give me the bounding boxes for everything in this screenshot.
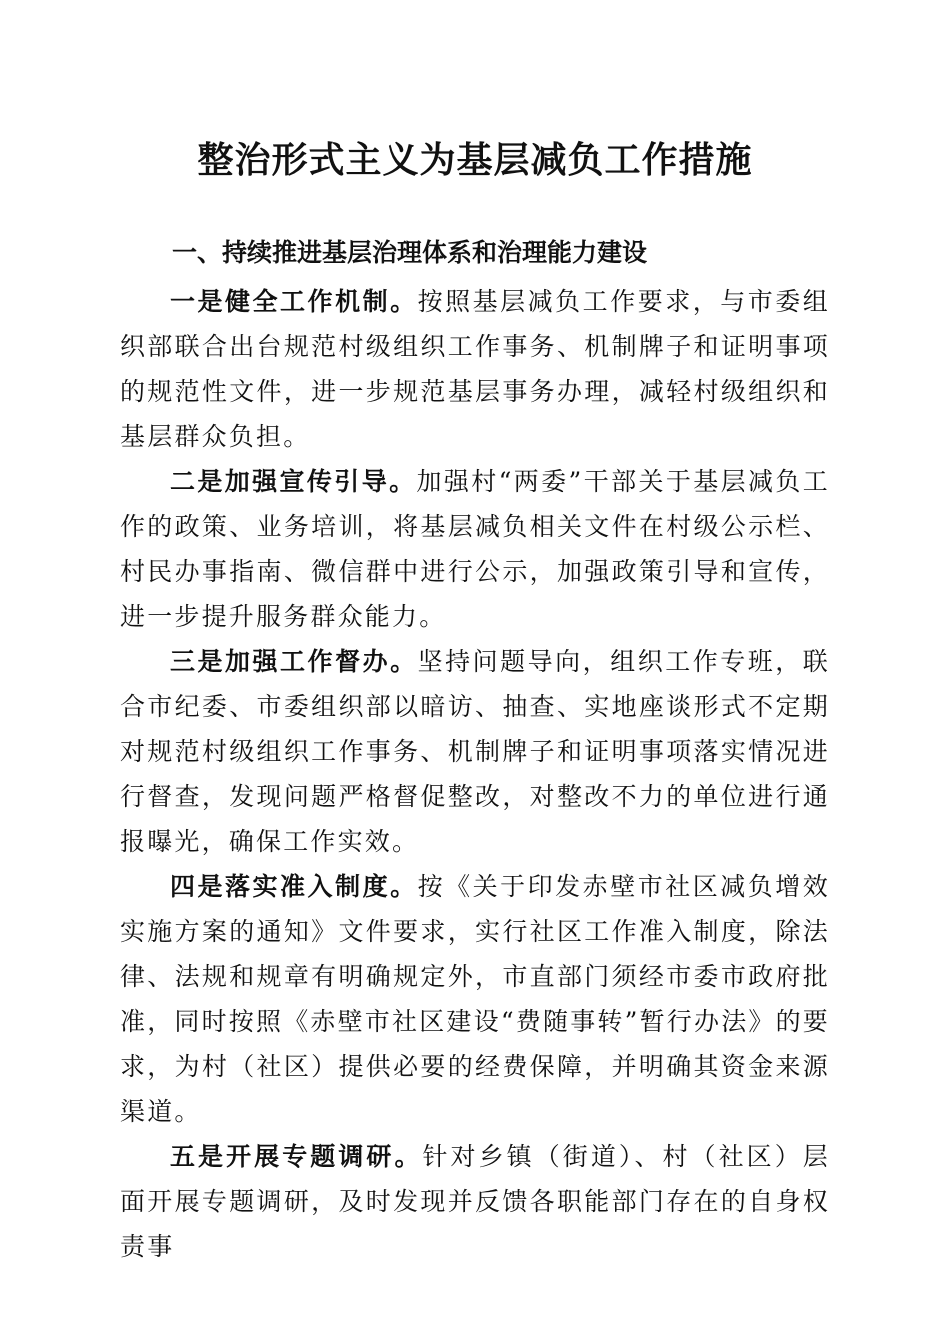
paragraph-3 — [120, 639, 830, 864]
paragraph-text: 按《关于印发赤壁市社区减负增效实施方案的通知》文件要求，实行社区工作准入制度，除法律、法规和规章有明确规定外，市直部门须经市委市政府批准，同时按照《赤壁市社区建设“费随事转”暂行办法》的要求，为村（社区）提供必要的经费保障，并明确其资金来源渠道。 — [120, 872, 830, 1126]
paragraph-text: 针对乡镇（街道）、村（社区）层面开展专题调研，及时发现并反馈各职能部门存在的自身权责事 — [120, 1142, 830, 1261]
paragraph-lead: 三是加强工作督办。 — [170, 647, 418, 676]
paragraph-2 — [120, 459, 830, 639]
paragraph-text: 坚持问题导向，组织工作专班，联合市纪委、市委组织部以暗访、抽查、实地座谈形式不定期对规范村级组织工作事务、机制牌子和证明事项落实情况进行督查，发现问题严格督促整改，对整改不力的单位进行通报曝光，确保工作实效。 — [120, 647, 830, 856]
paragraph-lead: 四是落实准入制度。 — [170, 872, 418, 901]
paragraph-4 — [120, 864, 830, 1134]
paragraph-text: 按照基层减负工作要求，与市委组织部联合出台规范村级组织工作事务、机制牌子和证明事项的规范性文件，进一步规范基层事务办理，减轻村级组织和基层群众负担。 — [120, 287, 830, 451]
page-title: 整治形式主义为基层减负工作措施 — [197, 139, 753, 181]
paragraph-lead: 二是加强宣传引导。 — [170, 467, 417, 496]
body-text — [120, 279, 830, 1269]
paragraph-lead: 一是健全工作机制。 — [170, 287, 418, 316]
section-heading: 一、持续推进基层治理体系和治理能力建设 — [172, 238, 648, 267]
paragraph-text: 加强村“两委”干部关于基层减负工作的政策、业务培训，将基层减负相关文件在村级公示栏、村民办事指南、微信群中进行公示，加强政策引导和宣传，进一步提升服务群众能力。 — [120, 467, 830, 631]
paragraph-1 — [120, 279, 830, 459]
paragraph-5 — [120, 1134, 830, 1269]
paragraph-lead: 五是开展专题调研。 — [170, 1142, 423, 1171]
